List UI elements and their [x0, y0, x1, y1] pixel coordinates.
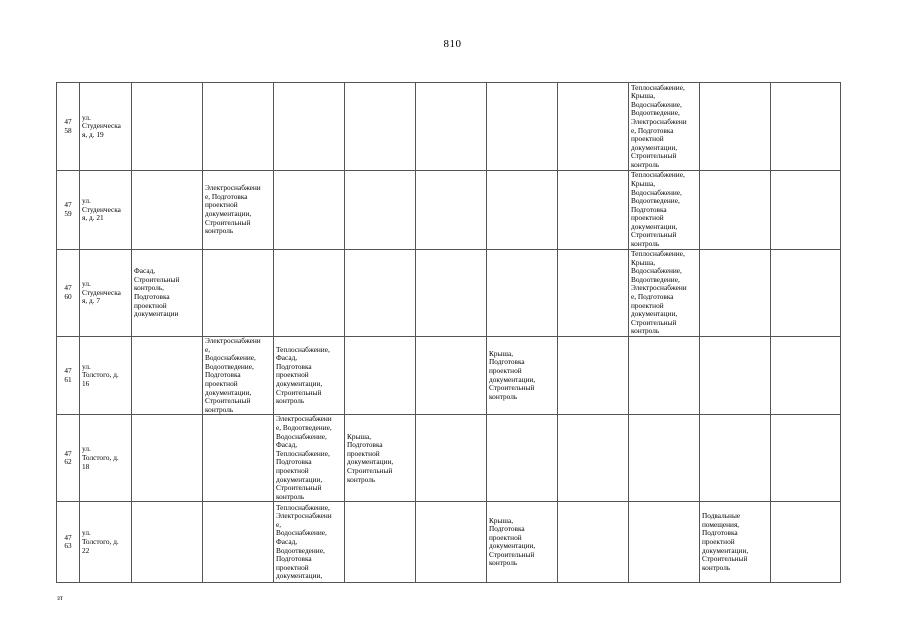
- table-cell: [771, 415, 841, 502]
- table-row: [57, 171, 841, 250]
- table-cell: [558, 171, 629, 250]
- table-cell: [771, 502, 841, 583]
- table-cell: Теплоснабжение, Электроснабжени е, Водоснабжение, Фасад, Водоотведение, Подготовка проектной документации,: [274, 502, 345, 583]
- table-cell: [274, 171, 345, 250]
- table-cell: Крыша, Подготовка проектной документации, Строительный контроль: [345, 415, 416, 502]
- table-cell: [203, 250, 274, 337]
- row-number-cell: 47 59: [57, 171, 80, 250]
- table-cell: Крыша, Подготовка проектной документации, Строительный контроль: [487, 337, 558, 415]
- table-cell: [771, 250, 841, 337]
- table-cell: Электроснабжени е, Водоотведение, Водоснабжение, Фасад, Теплоснабжение, Подготовка проектной документации, Строительный контроль: [274, 415, 345, 502]
- table-cell: [416, 502, 487, 583]
- address-cell: ул. Толстого, д. 18: [80, 415, 132, 502]
- table-row: [57, 502, 841, 583]
- table-cell: [487, 171, 558, 250]
- table-cell: [629, 415, 700, 502]
- table-cell: Теплоснабжение, Крыша, Водоснабжение, Водоотведение, Подготовка проектной документации, Строительный контроль: [629, 171, 700, 250]
- table-cell: [558, 250, 629, 337]
- table-cell: [629, 337, 700, 415]
- table-cell: [771, 337, 841, 415]
- table-cell: [274, 250, 345, 337]
- table-cell: Электроснабжени е, Подготовка проектной документации, Строительный контроль: [203, 171, 274, 250]
- row-number-cell: 47 58: [57, 83, 80, 171]
- table-cell: Теплоснабжение, Крыша, Водоснабжение, Водоотведение, Электроснабжени е, Подготовка проектной документации, Строительный контроль: [629, 250, 700, 337]
- table-cell: [132, 502, 203, 583]
- table-cell: [487, 250, 558, 337]
- row-number-cell: 47 61: [57, 337, 80, 415]
- table-cell: [700, 415, 771, 502]
- table-cell: [203, 502, 274, 583]
- row-number-cell: 47 60: [57, 250, 80, 337]
- table-cell: [558, 83, 629, 171]
- table-body: [57, 83, 841, 583]
- table-cell: [345, 83, 416, 171]
- table-cell: [771, 83, 841, 171]
- table-cell: [345, 502, 416, 583]
- address-cell: ул. Студенческа я, д. 21: [80, 171, 132, 250]
- table-cell: [700, 337, 771, 415]
- address-cell: ул. Толстого, д. 22: [80, 502, 132, 583]
- address-cell: ул. Студенческа я, д. 19: [80, 83, 132, 171]
- table-cell: Теплоснабжение, Фасад, Подготовка проектной документации, Строительный контроль: [274, 337, 345, 415]
- work-schedule-table: [56, 82, 841, 583]
- table-cell: [487, 415, 558, 502]
- table-cell: [203, 415, 274, 502]
- row-number-cell: 47 62: [57, 415, 80, 502]
- table-cell: [132, 415, 203, 502]
- table-cell: [558, 337, 629, 415]
- page-number: 810: [443, 38, 462, 50]
- table-cell: [345, 171, 416, 250]
- table-cell: [771, 171, 841, 250]
- table-cell: [558, 415, 629, 502]
- table-cell: [274, 83, 345, 171]
- table-cell: [416, 250, 487, 337]
- table-row: [57, 250, 841, 337]
- table-cell: [700, 171, 771, 250]
- table-row: [57, 415, 841, 502]
- address-cell: ул. Толстого, д. 16: [80, 337, 132, 415]
- table-cell: Подвальные помещения, Подготовка проектной документации, Строительный контроль: [700, 502, 771, 583]
- table-row: [57, 337, 841, 415]
- table-cell: [416, 171, 487, 250]
- table-cell: [629, 502, 700, 583]
- table-cell: Теплоснабжение, Крыша, Водоснабжение, Водоотведение, Электроснабжени е, Подготовка проектной документации, Строительный контроль: [629, 83, 700, 171]
- table-row: [57, 83, 841, 171]
- footer-mark: зт: [57, 594, 63, 602]
- table-cell: [416, 415, 487, 502]
- table-cell: [132, 83, 203, 171]
- table-cell: [416, 83, 487, 171]
- table-cell: Электроснабжени е, Водоснабжение, Водоотведение, Подготовка проектной документации, Строительный контроль: [203, 337, 274, 415]
- table-cell: Крыша, Подготовка проектной документации, Строительный контроль: [487, 502, 558, 583]
- row-number-cell: 47 63: [57, 502, 80, 583]
- table-cell: [132, 171, 203, 250]
- table-cell: [700, 250, 771, 337]
- table-cell: [203, 83, 274, 171]
- table-cell: [345, 337, 416, 415]
- table-cell: Фасад, Строительный контроль, Подготовка проектной документации: [132, 250, 203, 337]
- table-cell: [345, 250, 416, 337]
- address-cell: ул. Студенческа я, д. 7: [80, 250, 132, 337]
- table-cell: [487, 83, 558, 171]
- table-cell: [416, 337, 487, 415]
- table-cell: [700, 83, 771, 171]
- table-cell: [132, 337, 203, 415]
- table-cell: [558, 502, 629, 583]
